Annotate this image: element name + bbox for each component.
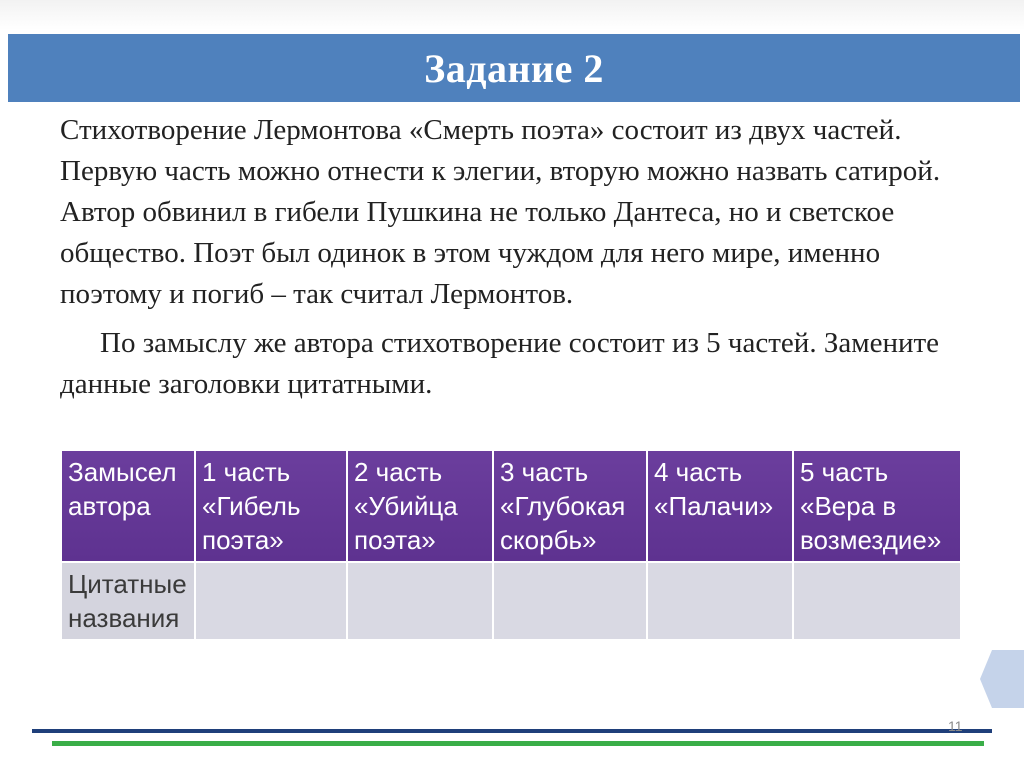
quote-cell-part-4[interactable] (647, 562, 793, 640)
quote-cell-part-2[interactable] (347, 562, 493, 640)
table-header-row (61, 450, 961, 562)
header-line: «Глубокая (500, 491, 626, 521)
header-cell-part-5 (793, 450, 961, 562)
body-text (60, 110, 980, 405)
header-cell-part-4 (647, 450, 793, 562)
paragraph-2: По замыслу же автора стихотворение состоит из 5 частей. Замените данные заголовки цитатными. (60, 327, 940, 400)
table-row-quote-titles (61, 562, 961, 640)
header-line: Замысел (68, 457, 177, 487)
header-line: автора (68, 491, 151, 521)
header-line: «Палачи» (654, 491, 774, 521)
header-line: «Гибель (202, 491, 301, 521)
header-line: «Убийца (354, 491, 458, 521)
header-cell-part-3 (493, 450, 647, 562)
footer-divider-blue (32, 729, 992, 733)
quote-cell-part-3[interactable] (493, 562, 647, 640)
task-table (60, 449, 962, 641)
header-line: скорбь» (500, 525, 597, 555)
header-line: 3 часть (500, 457, 589, 487)
slide-title: Задание 2 (424, 45, 604, 91)
footer-divider-green (52, 741, 984, 746)
header-line: поэта» (202, 525, 284, 555)
header-line: «Вера в (800, 491, 897, 521)
header-line: 4 часть (654, 457, 743, 487)
header-line: поэта» (354, 525, 436, 555)
row-label-line: названия (68, 603, 180, 633)
paragraph-1: Стихотворение Лермонтова «Смерть поэта» состоит из двух частей. Первую часть можно отнести к элегии, вторую можно назвать сатирой. Автор обвинил в гибели Пушкина не только Дантеса, но и светское общество. Поэт был одинок в этом чуждом для него мире, именно поэтому и погиб – так считал Лермонтов. (60, 114, 941, 310)
quote-cell-part-5[interactable] (793, 562, 961, 640)
next-slide-arrow-icon[interactable] (980, 650, 1024, 708)
header-line: 2 часть (354, 457, 443, 487)
header-cell-part-1 (195, 450, 347, 562)
row-label-line: Цитатные (68, 569, 187, 599)
row-label-cell (61, 562, 195, 640)
header-line: возмездие» (800, 525, 942, 555)
page-number: 11 (948, 718, 963, 734)
header-cell-author-plan (61, 450, 195, 562)
quote-cell-part-1[interactable] (195, 562, 347, 640)
header-line: 1 часть (202, 457, 291, 487)
header-cell-part-2 (347, 450, 493, 562)
header-line: 5 часть (800, 457, 889, 487)
title-bar (8, 34, 1020, 102)
